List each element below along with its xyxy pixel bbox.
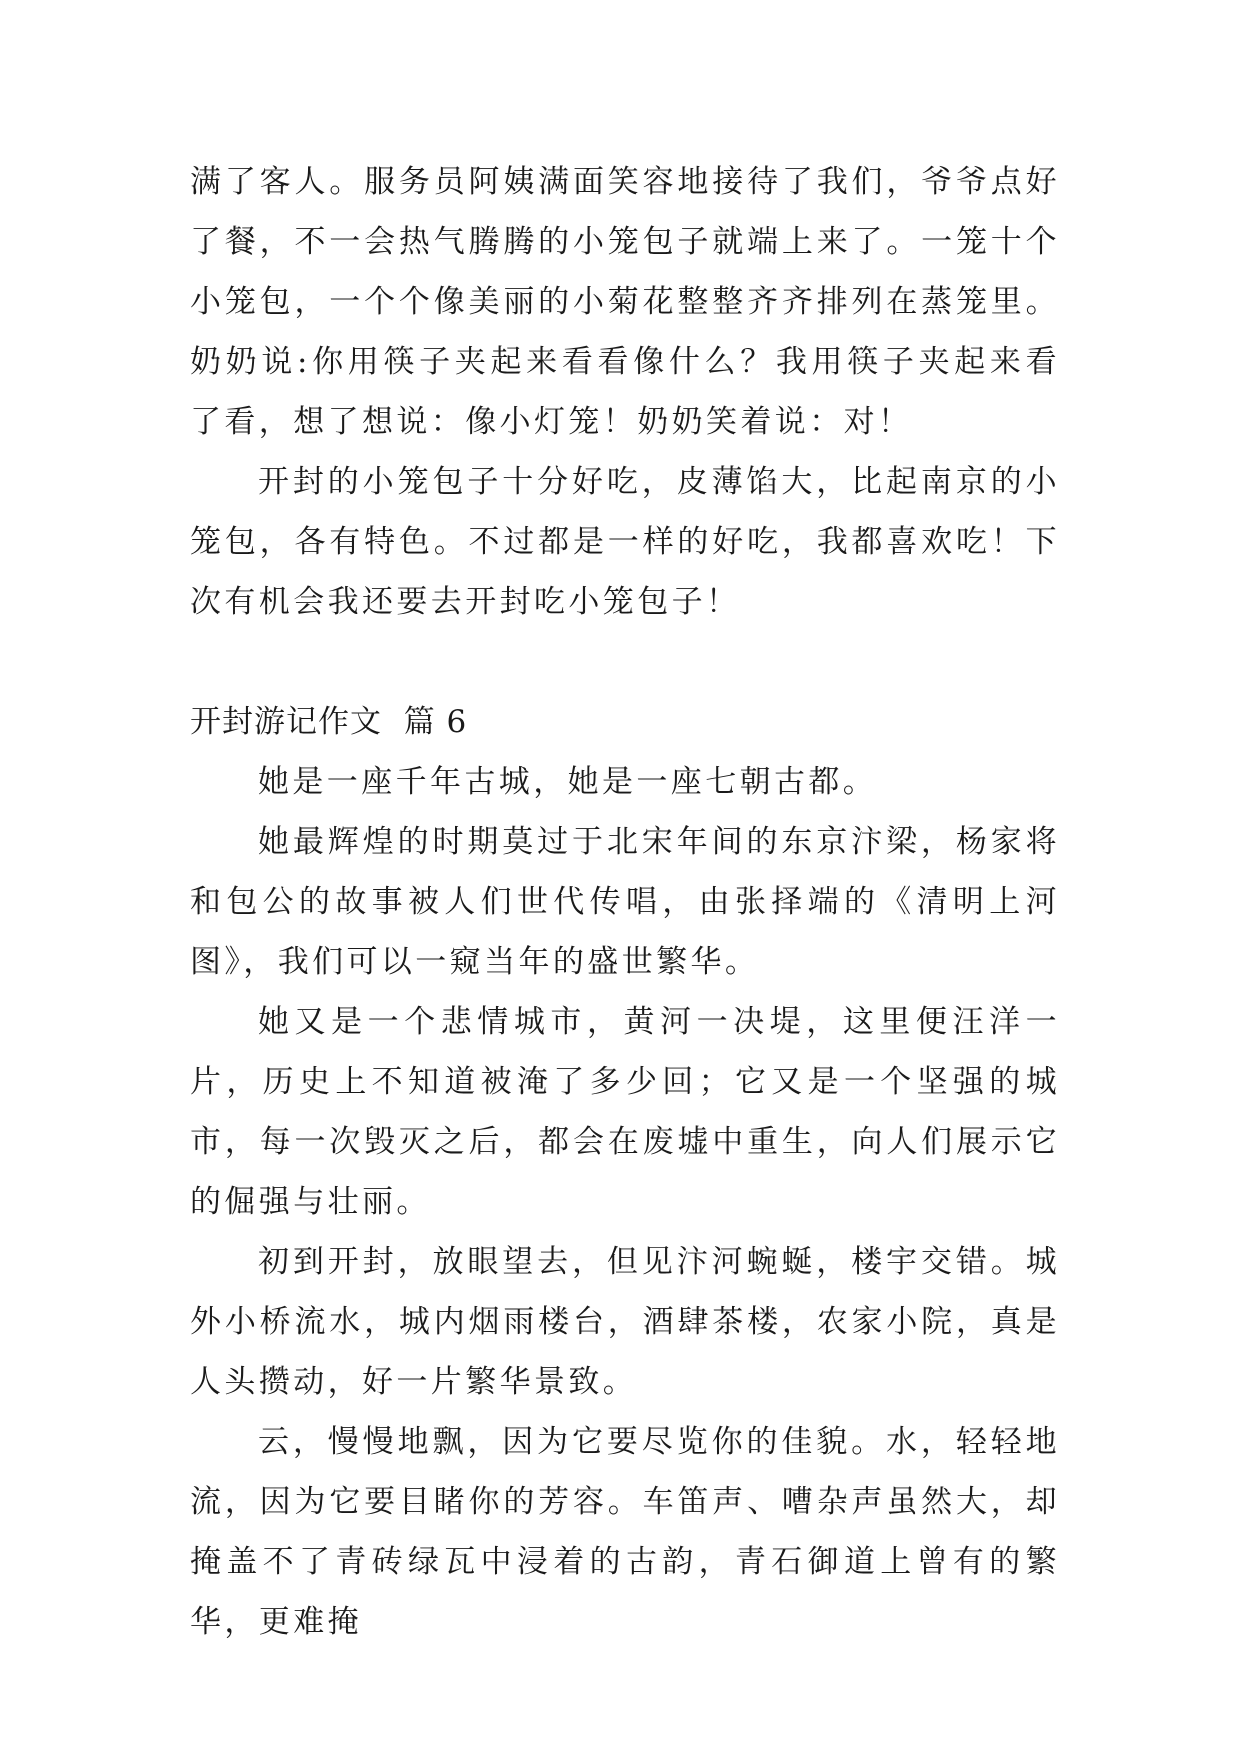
paragraph: 她是一座千年古城，她是一座七朝古都。 [258,764,878,800]
paragraph: 开封的小笼包子十分好吃，皮薄馅大，比起南京的小笼包，各有特色。不过都是一样的好吃，我都喜欢吃！下次有机会我还要去开封吃小笼包子！ [190,464,1060,620]
document-body [190,152,1060,1652]
paragraph: 她最辉煌的时期莫过于北宋年间的东京汴梁，杨家将和包公的故事被人们世代传唱，由张择端的《清明上河图》，我们可以一窥当年的盛世繁华。 [190,824,1060,980]
paragraph: 她又是一个悲情城市，黄河一决堤，这里便汪洋一片，历史上不知道被淹了多少回；它又是一个坚强的城市，每一次毁灭之后，都会在废墟中重生，向人们展示它的倔强与壮丽。 [190,1004,1060,1220]
paragraph: 初到开封，放眼望去，但见汴河蜿蜒，楼宇交错。城外小桥流水，城内烟雨楼台，酒肆茶楼，农家小院，真是人头攒动，好一片繁华景致。 [190,1244,1060,1400]
section-heading: 开封游记作文 篇 6 [190,704,468,740]
paragraph-continued: 满了客人。服务员阿姨满面笑容地接待了我们，爷爷点好了餐，不一会热气腾腾的小笼包子就端上来了。一笼十个小笼包，一个个像美丽的小菊花整整齐齐排列在蒸笼里。奶奶说:你用筷子夹起来看看像什么？我用筷子夹起来看了看，想了想说：像小灯笼！奶奶笑着说：对！ [190,164,1060,440]
section-spacer [190,632,1060,692]
paragraph: 云，慢慢地飘，因为它要尽览你的佳貌。水，轻轻地流，因为它要目睹你的芳容。车笛声、嘈杂声虽然大，却掩盖不了青砖绿瓦中浸着的古韵，青石御道上曾有的繁华，更难掩 [190,1424,1060,1640]
